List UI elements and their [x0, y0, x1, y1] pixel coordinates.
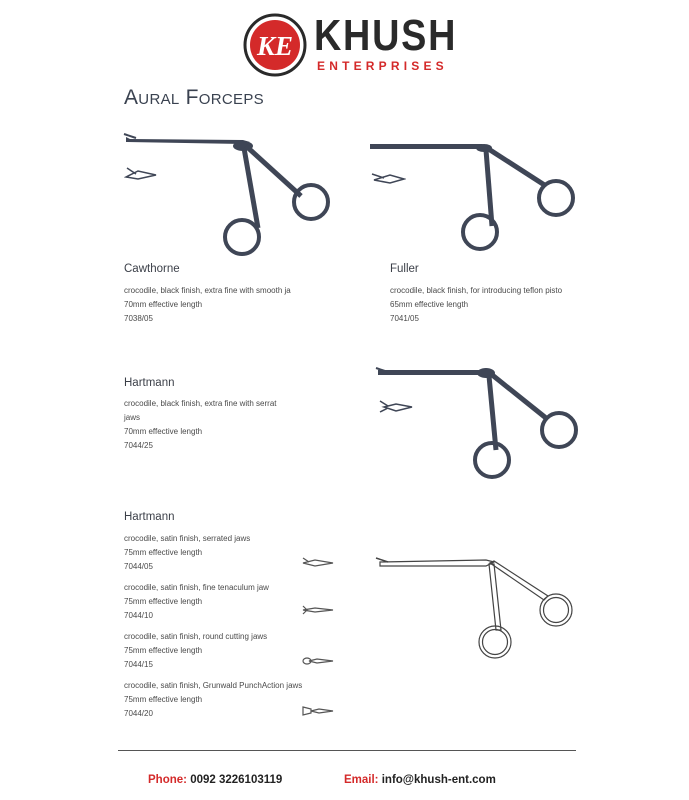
cawthorne-instrument-image: [118, 128, 338, 263]
desc-line: 75mm effective length: [124, 548, 203, 557]
desc-line: crocodile, black finish, extra fine with smooth ja: [124, 286, 291, 295]
variant-7044-15: [124, 630, 267, 672]
tenaculum-jaw-icon: [301, 603, 335, 617]
brand-logo-emblem: [243, 13, 307, 77]
email-label: Email:: [344, 774, 379, 786]
product-code: 7038/05: [124, 314, 153, 323]
footer-phone: [148, 774, 282, 786]
desc-line: 70mm effective length: [124, 300, 203, 309]
product-name-hartmann-black: Hartmann: [124, 377, 175, 389]
product-desc-cawthorne: [124, 284, 291, 326]
phone-value[interactable]: 0092 3226103119: [190, 774, 283, 786]
cawthorne-jaw-detail-icon: [124, 165, 158, 183]
product-code: 7044/20: [124, 709, 153, 718]
desc-line: crocodile, black finish, extra fine with serrat: [124, 399, 277, 408]
desc-line: crocodile, black finish, for introducing teflon pisto: [390, 286, 563, 295]
desc-line: crocodile, satin finish, Grunwald PunchAction jaws: [124, 681, 303, 690]
desc-line: crocodile, satin finish, round cutting jaws: [124, 632, 268, 641]
phone-label: Phone:: [148, 774, 187, 786]
email-value[interactable]: info@khush-ent.com: [381, 774, 496, 786]
round-cutting-jaw-icon: [301, 654, 335, 668]
grunwald-punch-jaw-icon: [301, 703, 335, 719]
variant-7044-20: [124, 679, 302, 721]
product-code: 7041/05: [390, 314, 419, 323]
logo-monogram: KE: [256, 31, 294, 61]
desc-line: 75mm effective length: [124, 597, 203, 606]
page-title: Aural Forceps: [124, 86, 264, 109]
variant-7044-05: [124, 532, 250, 574]
product-name-cawthorne: Cawthorne: [124, 263, 180, 275]
brand-name: KHUSH: [314, 11, 458, 60]
desc-line: 75mm effective length: [124, 646, 203, 655]
desc-line: 70mm effective length: [124, 427, 203, 436]
product-code: 7044/10: [124, 611, 153, 620]
product-desc-fuller: [390, 284, 562, 326]
product-name-fuller: Fuller: [390, 263, 419, 275]
product-code: 7044/25: [124, 441, 153, 450]
desc-line: 75mm effective length: [124, 695, 203, 704]
desc-line: jaws: [124, 413, 141, 422]
fuller-instrument-image: [366, 136, 586, 261]
footer-email: [344, 774, 496, 786]
desc-line: 65mm effective length: [390, 300, 469, 309]
product-code: 7044/15: [124, 660, 153, 669]
brand-subtitle: ENTERPRISES: [317, 59, 448, 73]
product-desc-hartmann-black: [124, 397, 277, 453]
serrated-jaw-icon: [301, 556, 335, 570]
desc-line: crocodile, satin finish, serrated jaws: [124, 534, 251, 543]
fuller-jaw-detail-icon: [370, 170, 406, 188]
footer-divider: [118, 750, 576, 751]
desc-line: crocodile, satin finish, fine tenaculum jaw: [124, 583, 269, 592]
hartmann-satin-instrument-image: [374, 552, 584, 670]
hartmann-black-instrument-image: [374, 362, 589, 487]
hartmann-black-jaw-detail-icon: [378, 398, 414, 416]
variant-7044-10: [124, 581, 269, 623]
product-code: 7044/05: [124, 562, 153, 571]
product-name-hartmann-satin: Hartmann: [124, 511, 175, 523]
